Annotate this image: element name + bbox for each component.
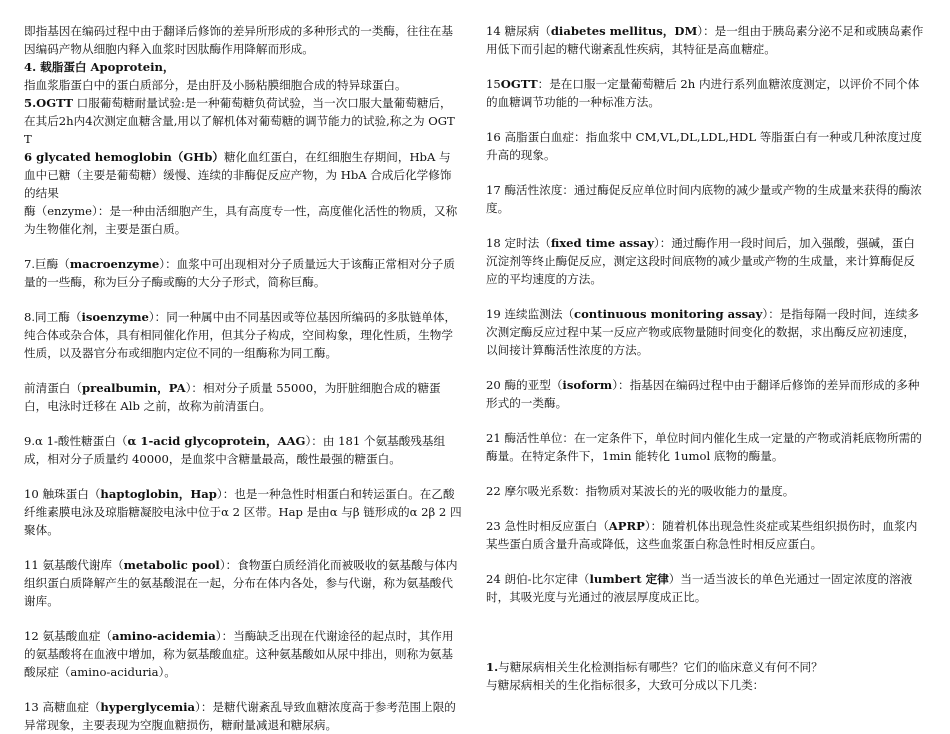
fixed-time-assay-entry — [486, 234, 926, 288]
entry-term: isoform — [562, 378, 613, 392]
entry-term: α 1-acid glycoprotein，AAG — [127, 434, 306, 448]
ogtt-definition-entry — [486, 75, 926, 111]
entry-prefix: 前清蛋白（ — [24, 381, 82, 395]
entry-text: ）当一适当波长的单色光通过一固定浓度的溶液时，其吸光度与光通过的液层厚度成正比。 — [486, 572, 913, 604]
entry-term: diabetes mellitus，DM — [550, 24, 698, 38]
entry-term: fixed time assay — [550, 236, 654, 250]
entry-term: metabolic pool — [123, 558, 220, 572]
molar-absorptivity-entry — [486, 482, 926, 500]
entry-text: 糖化血红蛋白，在红细胞生存期间，HbA 与血中已糖（主要是葡萄糖）缓慢、连续的非酶促反应产物，为 HbA 合成后化学修饰的结果 — [24, 150, 452, 200]
hyperlipoproteinemia-entry — [486, 128, 926, 164]
entry-prefix: 23 急性时相反应蛋白（ — [486, 519, 609, 533]
entry-text: ）：是一组由于胰岛素分泌不足和或胰岛素作用低下而引起的糖代谢紊乱性疾病，其特征是高血糖症。 — [486, 24, 924, 56]
answer-intro — [486, 676, 926, 694]
aprp-entry — [486, 517, 926, 553]
entry-prefix: 16 高脂蛋白血症： — [486, 130, 586, 144]
entry-text: 酶（enzyme）：是一种由活细胞产生，具有高度专一性，高度催化活性的物质，又称为生物催化剂，主要是蛋白质。 — [24, 204, 458, 236]
entry-text: ）：由 181 个氨基酸残基组成，相对分子质量约 40000，是血浆中含糖量最高，酸性最强的糖蛋白。 — [24, 434, 446, 466]
question-number: 1. — [486, 660, 499, 674]
entry-text: ）：当酶缺乏出现在代谢途径的起点时，其作用的氨基酸将在血液中增加，称为氨基酸血症。这种氨基酸如从尿中排出，则称为氨基酸尿症（amino-aciduria）。 — [24, 629, 454, 679]
entry-term: lumbert 定律 — [589, 572, 669, 586]
entry-text: 指物质对某波长的光的吸收能力的量度。 — [585, 484, 795, 498]
entry-prefix: 19 连续监测法（ — [486, 307, 575, 321]
entry-text: ）：相对分子质量 55000，为肝脏细胞合成的糖蛋白，电泳时迁移在 Alb 之前，故称为前清蛋白。 — [24, 381, 441, 413]
ogtt-entry — [24, 94, 462, 148]
entry-term: haptoglobin，Hap — [100, 487, 217, 501]
entry-prefix: 10 触珠蛋白（ — [24, 487, 101, 501]
isoform-entry — [486, 376, 926, 412]
continuous-monitoring-entry — [486, 305, 926, 359]
entry-prefix: 17 酶活性浓度： — [486, 183, 575, 197]
question-1 — [486, 658, 926, 676]
entry-title: 5.OGTT — [24, 96, 73, 110]
entry-term: OGTT — [500, 77, 538, 91]
lambert-beer-entry — [486, 570, 926, 606]
entry-text: 指血浆脂蛋白中的蛋白质部分，是由肝及小肠粘膜细胞合成的特异球蛋白。 — [24, 78, 407, 92]
paragraph-text: 即指基因在编码过程中由于翻译后修饰的差异所形成的多种形式的一类酶，往往在基因编码产物从细胞内释入血浆时因肽酶作用降解而形成。 — [24, 24, 453, 56]
prealbumin-entry — [24, 379, 462, 415]
entry-text: ）：随着机体出现急性炎症或某些组织损伤时，血浆内某些蛋白质含量升高或降低，这些血浆蛋白称急性时相反应蛋白。 — [486, 519, 918, 551]
ghb-entry — [24, 148, 462, 202]
entry-text: ）：是指每隔一段时间，连续多次测定酶反应过程中某一反应产物或底物量随时间变化的数据，求出酶反应初速度，以间接计算酶活性浓度的方法。 — [486, 307, 919, 357]
isoenzyme-entry — [24, 308, 462, 362]
entry-prefix: 20 酶的亚型（ — [486, 378, 563, 392]
entry-prefix: 11 氨基酸代谢库（ — [24, 558, 124, 572]
entry-text: 口服葡萄糖耐量试验:是一种葡萄糖负荷试验，当一次口服大量葡萄糖后，在其后2h内4次测定血糖含量,用以了解机体对葡萄糖的调节能力的试验,称之为 OGTT — [24, 96, 455, 146]
entry-term: continuous monitoring assay — [574, 307, 763, 321]
entry-prefix: 14 糖尿病（ — [486, 24, 551, 38]
entry-text: ）：通过酶作用一段时间后，加入强酸，强碱，蛋白沉淀剂等终止酶促反应，测定这段时间底物的减少量或产物的生成量，来计算酶促反应的平均速度的方法。 — [486, 236, 915, 286]
aag-entry — [24, 432, 462, 468]
entry-title: 6 glycated hemoglobin（GHb） — [24, 150, 224, 164]
metabolic-pool-entry — [24, 556, 462, 610]
diabetes-entry — [486, 22, 926, 58]
entry-text: ）：是糖代谢紊乱导致血糖浓度高于参考范围上限的异常现象，主要表现为空腹血糖损伤，糖耐量减退和糖尿病。 — [24, 700, 456, 732]
apoprotein-entry — [24, 58, 462, 94]
haptoglobin-entry — [24, 485, 462, 539]
isoform-tail-paragraph — [24, 22, 462, 58]
entry-text: 在一定条件下，单位时间内催化生成一定量的产物或消耗底物所需的酶量。在特定条件下，1min 能转化 1umol 底物的酶量。 — [486, 431, 922, 463]
entry-prefix: 15 — [486, 77, 501, 91]
entry-text: ）：也是一种急性时相蛋白和转运蛋白。在乙酸纤维素膜电泳及琼脂糖凝胶电泳中位于α 2 区带。Hap 是由α 与β 链形成的α 2β 2 四聚体。 — [24, 487, 462, 537]
entry-title: 4. 载脂蛋白 Apoprotein， — [24, 60, 175, 74]
entry-term: hyperglycemia — [100, 700, 196, 714]
left-column — [24, 22, 462, 734]
entry-text: ）：同一种属中由不同基因或等位基因所编码的多肽链单体，纯合体或杂合体，具有相同催化作用，但其分子构成，空间构象，理化性质，生物学性质，以及器官分布或细胞内定位不同的一组酶称为同工酶。 — [24, 310, 457, 360]
entry-term: macroenzyme — [69, 257, 160, 271]
macroenzyme-entry — [24, 255, 462, 291]
entry-prefix: 21 酶活性单位： — [486, 431, 575, 445]
entry-prefix: 8.同工酶（ — [24, 310, 82, 324]
entry-term: amino-acidemia — [112, 629, 216, 643]
entry-text: ）：血浆中可出现相对分子质量远大于该酶正常相对分子质量的一些酶，称为巨分子酶或酶的大分子形式，简称巨酶。 — [24, 257, 455, 289]
entry-text: ）：指基因在编码过程中由于翻译后修饰的差异而形成的多种形式的一类酶。 — [486, 378, 920, 410]
entry-text: 指血浆中 CM,VL,DL,LDL,HDL 等脂蛋白有一种或几种浓度过度升高的现象。 — [486, 130, 923, 162]
enzyme-unit-entry — [486, 429, 926, 465]
activity-concentration-entry — [486, 181, 926, 217]
entry-term: isoenzyme — [81, 310, 149, 324]
entry-prefix: 22 摩尔吸光系数： — [486, 484, 586, 498]
entry-prefix: 7.巨酶（ — [24, 257, 70, 271]
amino-acidemia-entry — [24, 627, 462, 681]
enzyme-entry — [24, 202, 462, 238]
entry-text: ）：食物蛋白质经消化而被吸收的氨基酸与体内组织蛋白质降解产生的氨基酸混在一起，分布在体内各处，参与代谢，称为氨基酸代谢库。 — [24, 558, 458, 608]
entry-text: 通过酶促反应单位时间内底物的减少量或产物的生成量来获得的酶浓度。 — [486, 183, 922, 215]
entry-prefix: 24 朗伯-比尔定律（ — [486, 572, 590, 586]
entry-term: APRP — [608, 519, 645, 533]
entry-prefix: 18 定时法（ — [486, 236, 551, 250]
entry-term: prealbumin，PA — [81, 381, 186, 395]
entry-prefix: 13 高糖血症（ — [24, 700, 101, 714]
answer-text: 与糖尿病相关的生化指标很多，大致可分成以下几类： — [486, 678, 765, 692]
question-text: 与糖尿病相关生化检测指标有哪些？它们的临床意义有何不同？ — [498, 660, 823, 674]
entry-text: ：是在口服一定量葡萄糖后 2h 内进行系列血糖浓度测定，以评价不同个体的血糖调节功能的一种标准方法。 — [486, 77, 920, 109]
right-column — [486, 22, 926, 694]
hyperglycemia-entry — [24, 698, 462, 734]
entry-prefix: 9.α 1-酸性糖蛋白（ — [24, 434, 128, 448]
entry-prefix: 12 氨基酸血症（ — [24, 629, 113, 643]
